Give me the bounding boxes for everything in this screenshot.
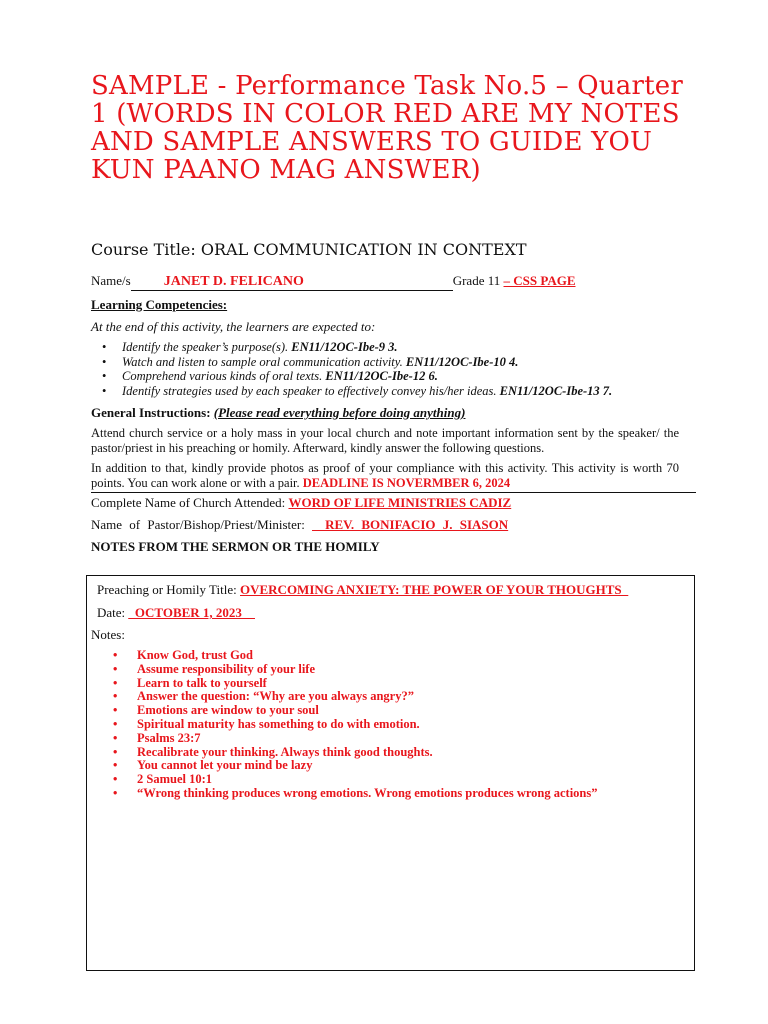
list-item: • “Wrong thinking produces wrong emotions. Wrong emotions produces wrong actions” bbox=[113, 787, 598, 801]
list-item: • Know God, trust God bbox=[113, 649, 598, 663]
list-item: • Identify the speaker’s purpose(s). EN11/12OC-Ibe-9 3. bbox=[102, 340, 612, 355]
list-item: • Identify strategies used by each speaker to effectively convey his/her ideas. EN11/12OC-Ibe-13 7. bbox=[102, 384, 612, 399]
name-row bbox=[91, 273, 576, 291]
list-item: • Spiritual maturity has something to do with emotion. bbox=[113, 718, 598, 732]
sermon-notes-box bbox=[86, 575, 695, 971]
general-instructions-label: General Instructions: bbox=[91, 405, 214, 420]
pastor-row bbox=[91, 517, 508, 533]
course-title: Course Title: ORAL COMMUNICATION IN CONTEXT bbox=[91, 240, 527, 259]
church-row bbox=[91, 495, 511, 511]
competency-list bbox=[102, 340, 612, 398]
name-value: JANET D. FELICANO bbox=[131, 274, 453, 291]
grade-value: – CSS PAGE bbox=[503, 273, 576, 288]
notes-label: Notes: bbox=[91, 627, 125, 642]
page-title: SAMPLE - Performance Task No.5 – Quarter 1 (WORDS IN COLOR RED ARE MY NOTES AND SAMPLE ANSWERS TO GUIDE YOU KUN PAANO MAG ANSWER) bbox=[91, 71, 683, 185]
notes-heading: NOTES FROM THE SERMON OR THE HOMILY bbox=[91, 539, 380, 554]
list-item: • Emotions are window to your soul bbox=[113, 704, 598, 718]
list-item: • 2 Samuel 10:1 bbox=[113, 773, 598, 787]
list-item: • Recalibrate your thinking. Always think good thoughts. bbox=[113, 746, 598, 760]
instruction-paragraph-2: In addition to that, kindly provide photos as proof of your compliance with this activity. This activity is worth 70 points. You can work alone or with a pair. DEADLINE IS NOVERMBER 6, 2024 bbox=[91, 461, 679, 490]
divider-line bbox=[91, 492, 696, 493]
date-row bbox=[97, 605, 255, 621]
church-value: WORD OF LIFE MINISTRIES CADIZ bbox=[288, 495, 512, 510]
preaching-title-row bbox=[97, 582, 628, 598]
learning-competencies-heading: Learning Competencies: bbox=[91, 297, 228, 312]
list-item: • Comprehend various kinds of oral texts. EN11/12OC-Ibe-12 6. bbox=[102, 369, 612, 384]
preaching-value: OVERCOMING ANXIETY: THE POWER OF YOUR THOUGHTS_ bbox=[240, 582, 629, 597]
church-label: Complete Name of Church Attended: bbox=[91, 495, 289, 510]
list-item: • Assume responsibility of your life bbox=[113, 663, 598, 677]
general-instructions bbox=[91, 405, 465, 421]
instruction-paragraph-1: Attend church service or a holy mass in your local church and note important information sent by the speaker/ the pastor/priest in his preaching or homily. Afterward, kindly answer the following questions. bbox=[91, 426, 679, 455]
pastor-label: Name of Pastor/Bishop/Priest/Minister: bbox=[91, 517, 313, 532]
list-item: • Answer the question: “Why are you always angry?” bbox=[113, 690, 598, 704]
sermon-notes-list bbox=[113, 649, 598, 801]
learning-competencies-intro: At the end of this activity, the learners are expected to: bbox=[91, 319, 376, 334]
grade-label: Grade 11 bbox=[452, 273, 504, 288]
preaching-label: Preaching or Homily Title: bbox=[97, 582, 240, 597]
list-item: • Watch and listen to sample oral communication activity. EN11/12OC-Ibe-10 4. bbox=[102, 355, 612, 370]
pastor-value: __REV. BONIFACIO J. SIASON bbox=[312, 517, 509, 532]
date-label: Date: bbox=[97, 605, 129, 620]
general-instructions-note: (Please read everything before doing anything) bbox=[213, 405, 466, 420]
list-item: • Learn to talk to yourself bbox=[113, 677, 598, 691]
deadline-text: DEADLINE IS NOVERMBER 6, 2024 bbox=[302, 475, 511, 490]
list-item: • You cannot let your mind be lazy bbox=[113, 759, 598, 773]
list-item: • Psalms 23:7 bbox=[113, 732, 598, 746]
date-value: _OCTOBER 1, 2023__ bbox=[128, 605, 255, 620]
names-label: Name/s bbox=[91, 273, 131, 288]
